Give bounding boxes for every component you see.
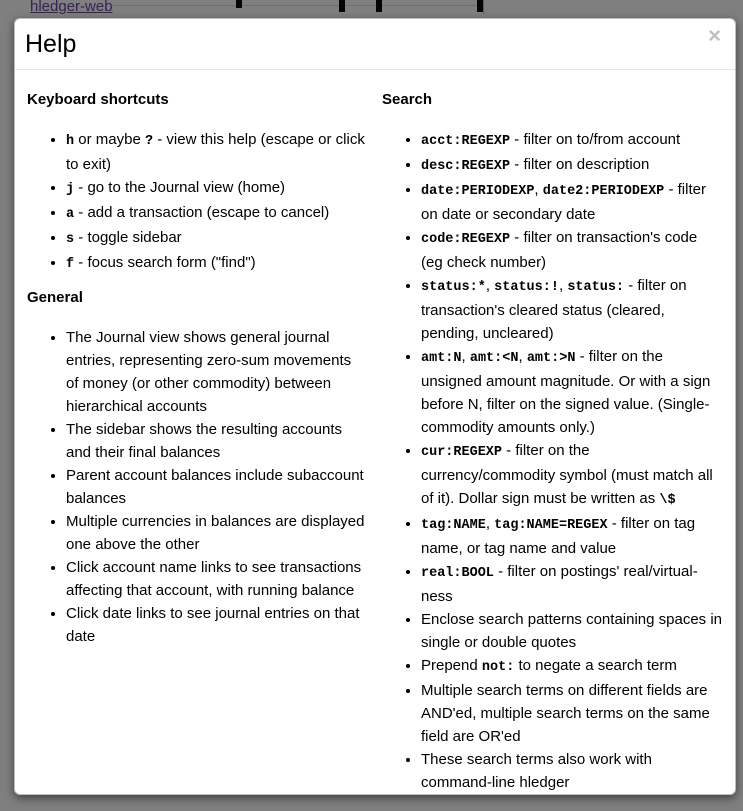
text-segment: , [485, 277, 495, 294]
list-item [66, 418, 367, 464]
text-segment: or maybe [74, 131, 145, 148]
list-item [66, 326, 367, 418]
bullet-list [27, 326, 367, 648]
text-segment: - filter on the currency/commodity symbol (must match all of it). Dollar sign must be written as [421, 442, 713, 507]
list-item [66, 556, 367, 602]
inline-code: real:BOOL [421, 566, 494, 581]
text-segment: to negate a search term [514, 657, 677, 674]
column-left [27, 85, 367, 806]
text-segment: Enclose search patterns containing spaces in single or double quotes [421, 611, 723, 651]
inline-code: acct:REGEXP [421, 134, 511, 149]
inline-code: h [66, 134, 75, 149]
close-icon[interactable]: × [708, 23, 721, 48]
text-segment: , [534, 181, 543, 198]
inline-code: tag:NAME=REGEX [494, 518, 608, 533]
text-segment: - filter on to/from account [510, 131, 681, 148]
text-segment: The Journal view shows general journal entries, representing zero-sum movements of money (or other commodity) between hierarchical accounts [66, 329, 352, 415]
inline-code: status: [567, 280, 625, 295]
text-segment: Click account name links to see transactions affecting that account, with running balance [66, 559, 362, 599]
text-segment: , [558, 277, 568, 294]
list-item [421, 274, 722, 345]
inline-code: amt:<N [469, 351, 519, 366]
text-segment: The sidebar shows the resulting accounts and their final balances [66, 421, 342, 461]
inline-code: code:REGEXP [421, 232, 511, 247]
text-segment: , [461, 348, 470, 365]
list-item [66, 201, 367, 226]
inline-code: \$ [659, 493, 676, 508]
inline-code: date2:PERIODEXP [542, 184, 665, 199]
bullet-list [27, 128, 367, 276]
inline-code: a [66, 207, 75, 222]
inline-code: amt:>N [526, 351, 576, 366]
inline-code: date:PERIODEXP [421, 184, 535, 199]
section-heading: General [27, 289, 83, 306]
section-heading: Keyboard shortcuts [27, 91, 169, 108]
inline-code: s [66, 232, 75, 247]
list-item [66, 176, 367, 201]
list-item [421, 128, 722, 153]
inline-code: amt:N [421, 351, 462, 366]
list-item [421, 608, 722, 654]
list-item [421, 345, 722, 439]
text-segment: Multiple currencies in balances are displayed one above the other [66, 513, 365, 553]
list-item [421, 748, 722, 794]
text-segment: - toggle sidebar [74, 229, 182, 246]
help-modal [14, 18, 736, 795]
text-segment: - go to the Journal view (home) [74, 179, 286, 196]
text-segment: Multiple search terms on different fields are AND'ed, multiple search terms on the same field are OR'ed [421, 682, 710, 745]
list-item [421, 512, 722, 560]
modal-title: Help [25, 30, 77, 58]
text-segment: - filter on date or secondary date [421, 181, 706, 223]
text-segment: Prepend [421, 657, 482, 674]
text-segment: - filter on transaction's code (eg check number) [421, 229, 698, 271]
list-item [66, 128, 367, 176]
list-item [421, 439, 722, 512]
list-item [421, 178, 722, 226]
text-segment: These search terms also work with command-line hledger [421, 751, 652, 791]
list-item [421, 654, 722, 679]
inline-code: status:! [494, 280, 559, 295]
bullet-list [382, 128, 722, 794]
text-segment: - filter on description [510, 156, 650, 173]
text-segment: - focus search form ("find") [74, 254, 256, 271]
inline-code: j [66, 182, 75, 197]
inline-code: cur:REGEXP [421, 445, 503, 460]
text-segment: - filter on the unsigned amount magnitude. Or with a sign before N, filter on the signed value. (Single-commodity amounts only.) [421, 348, 711, 436]
list-item [66, 251, 367, 276]
list-item [421, 226, 722, 274]
list-item [66, 602, 367, 648]
modal-header [15, 19, 735, 70]
inline-code: ? [144, 134, 154, 149]
modal-body [15, 70, 735, 806]
text-segment: , [485, 515, 495, 532]
inline-code: f [66, 257, 75, 272]
text-segment: Click date links to see journal entries on that date [66, 605, 360, 645]
list-item [421, 679, 722, 748]
section-heading: Search [382, 91, 433, 108]
column-right [367, 85, 722, 806]
list-item [66, 510, 367, 556]
text-segment: Parent account balances include subaccount balances [66, 467, 364, 507]
inline-code: desc:REGEXP [421, 159, 511, 174]
text-segment: - add a transaction (escape to cancel) [74, 204, 330, 221]
text-segment: - filter on transaction's cleared status (cleared, pending, uncleared) [421, 277, 687, 342]
text-segment: - view this help (escape or click to exit) [66, 131, 365, 173]
list-item [421, 153, 722, 178]
text-segment: - filter on tag name, or tag name and value [421, 515, 696, 557]
inline-code: status:* [421, 280, 486, 295]
text-segment: - filter on postings' real/virtual-ness [421, 563, 698, 605]
inline-code: tag:NAME [421, 518, 486, 533]
inline-code: not: [481, 660, 515, 675]
list-item [66, 464, 367, 510]
text-segment: , [518, 348, 527, 365]
list-item [66, 226, 367, 251]
list-item [421, 560, 722, 608]
